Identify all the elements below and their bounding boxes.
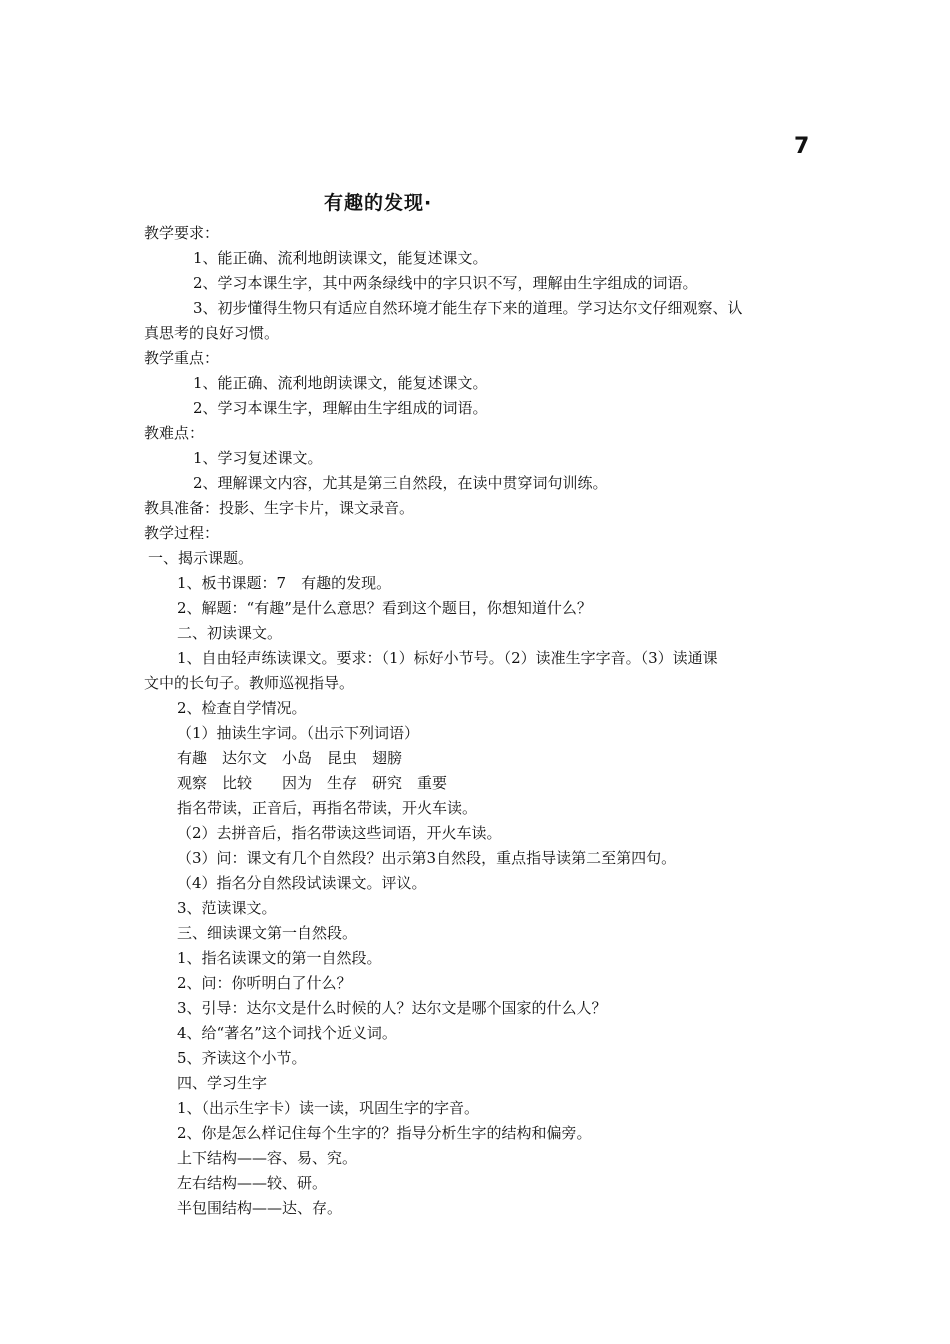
text-line: 3、引导：达尔文是什么时候的人？达尔文是哪个国家的什么人？: [177, 999, 607, 1017]
text-line: （1）抽读生字词。（出示下列词语）: [177, 724, 420, 742]
text-line: 2、理解课文内容，尤其是第三自然段，在读中贯穿词句训练。: [193, 474, 608, 492]
text-line: 2、你是怎么样记住每个生字的？指导分析生字的结构和偏旁。: [177, 1124, 592, 1142]
text-line: 指名带读，正音后，再指名带读，开火车读。: [177, 799, 478, 817]
text-line: 教学要求：: [144, 224, 220, 242]
text-line: 观察 比较 因为 生存 研究 重要: [177, 774, 448, 792]
text-line: 4、给“著名”这个词找个近义词。: [177, 1024, 397, 1042]
text-line: 5、齐读这个小节。: [177, 1049, 307, 1067]
text-line: 2、检查自学情况。: [177, 699, 307, 717]
text-line: 二、初读课文。: [177, 624, 283, 642]
text-line: 教学过程：: [144, 524, 220, 542]
text-line: 一、揭示课题。: [148, 549, 254, 567]
document-title: 有趣的发现·: [324, 192, 433, 214]
text-line: 半包围结构——达、存。: [177, 1199, 343, 1217]
text-line: 2、学习本课生字，其中两条绿线中的字只识不写，理解由生字组成的词语。: [193, 274, 698, 292]
page-number: 7: [794, 134, 810, 159]
text-line: 2、解题：“有趣”是什么意思？看到这个题目，你想知道什么？: [177, 599, 592, 617]
text-line: 三、细读课文第一自然段。: [177, 924, 358, 942]
text-line: 教学重点：: [144, 349, 220, 367]
text-line: 上下结构——容、易、究。: [177, 1149, 358, 1167]
text-line: 2、问：你听明白了什么？: [177, 974, 352, 992]
text-line: 1、能正确、流利地朗读课文，能复述课文。: [193, 374, 488, 392]
text-line: （2）去拼音后，指名带读这些词语，开火车读。: [177, 824, 502, 842]
text-line: 1、（出示生字卡）读一读，巩固生字的字音。: [177, 1099, 480, 1117]
text-line: 真思考的良好习惯。: [144, 324, 280, 342]
text-line: 1、板书课题：7 有趣的发现。: [177, 574, 392, 592]
text-line: 文中的长句子。教师巡视指导。: [144, 674, 355, 692]
text-line: 1、学习复述课文。: [193, 449, 323, 467]
text-line: 教难点：: [144, 424, 205, 442]
text-line: 教具准备：投影、生字卡片，课文录音。: [144, 499, 415, 517]
text-line: 有趣 达尔文 小岛 昆虫 翅膀: [177, 749, 403, 767]
text-line: 左右结构——较、研。: [177, 1174, 328, 1192]
text-line: 3、范读课文。: [177, 899, 277, 917]
text-line: 四、学习生字: [177, 1074, 268, 1092]
text-line: 1、指名读课文的第一自然段。: [177, 949, 382, 967]
text-line: 1、自由轻声练读课文。要求：（1）标好小节号。（2）读准生字字音。（3）读通课: [177, 649, 718, 667]
text-line: （4）指名分自然段试读课文。评议。: [177, 874, 427, 892]
text-line: （3）问：课文有几个自然段？出示第3自然段，重点指导读第二至第四句。: [177, 849, 677, 867]
text-line: 1、能正确、流利地朗读课文，能复述课文。: [193, 249, 488, 267]
text-line: 3、初步懂得生物只有适应自然环境才能生存下来的道理。学习达尔文仔细观察、认: [193, 299, 743, 317]
text-line: 2、学习本课生字，理解由生字组成的词语。: [193, 399, 488, 417]
